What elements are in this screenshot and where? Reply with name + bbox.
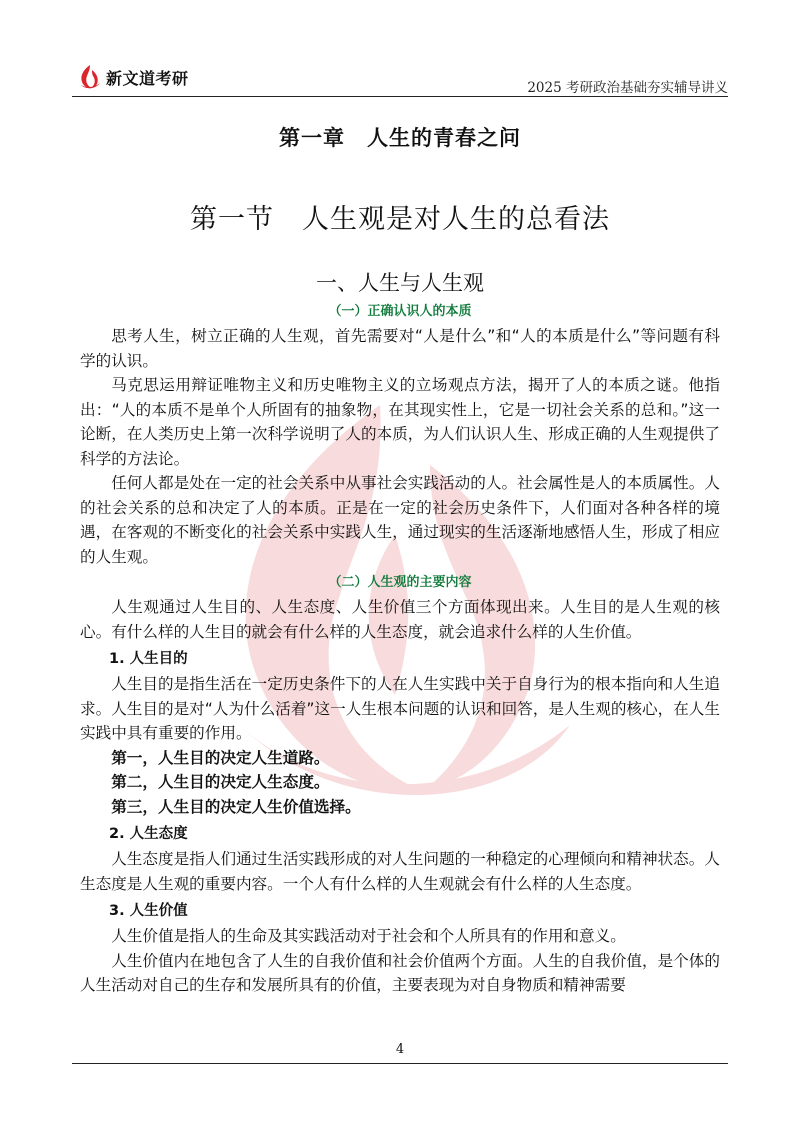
- bold-point: 第二，人生目的决定人生态度。: [111, 773, 330, 791]
- logo-text: 新文道考研: [106, 68, 189, 88]
- paragraph: 人生目的是指生活在一定历史条件下的人在人生实践中关于自身行为的根本指向和人生追求。人生目的是对“人为什么活着”这一人生根本问题的认识和回答，是人生观的核心，在人生实践中具有重要的作用。: [80, 675, 720, 742]
- section-title: 第一节 人生观是对人生的总看法: [190, 204, 610, 235]
- bold-point: 第一，人生目的决定人生道路。: [111, 748, 330, 767]
- heading-life-goal: 1. 人生目的: [109, 651, 188, 667]
- subheading-content: （二）人生观的主要内容: [328, 575, 472, 590]
- page-header: [72, 62, 728, 97]
- paragraph: 人生价值是指人的生命及其实践活动对于社会和个人所具有的作用和意义。: [111, 927, 626, 945]
- paragraph: 人生态度是指人们通过生活实践形成的对人生问题的一种稳定的心理倾向和精神状态。人生态度是人生观的重要内容。一个人有什么样的人生观就会有什么样的人生态度。: [80, 850, 720, 893]
- page-number: 4: [395, 1042, 405, 1057]
- chapter-title: 第一章 人生的青春之问: [279, 126, 521, 150]
- bold-point: 第三，人生目的决定人生价值选择。: [111, 797, 361, 816]
- paragraph: 任何人都是处在一定的社会关系中从事社会实践活动的人。社会属性是人的本质属性。人的社会关系的总和决定了人的本质。正是在一定的社会历史条件下，人们面对各种各样的境遇，在客观的不断变化的社会关系中实践人生，通过现实的生活逐渐地感悟人生，形成了相应的人生观。: [80, 474, 720, 566]
- header-title: 2025 考研政治基础夯实辅导讲义: [527, 80, 728, 96]
- part-title: 一、人生与人生观: [316, 271, 484, 295]
- heading-life-attitude: 2. 人生态度: [109, 826, 188, 842]
- paragraph: 人生价值内在地包含了人生的自我价值和社会价值两个方面。人生的自我价值，是个体的人生活动对自己的生存和发展所具有的价值，主要表现为对自身物质和精神需要: [80, 951, 720, 994]
- paragraph: 思考人生，树立正确的人生观，首先需要对“人是什么”和“人的本质是什么”等问题有科学的认识。: [80, 327, 720, 370]
- paragraph: 人生观通过人生目的、人生态度、人生价值三个方面体现出来。人生目的是人生观的核心。有什么样的人生目的就会有什么样的人生态度，就会追求什么样的人生价值。: [80, 598, 720, 641]
- footer-rule: [72, 1063, 728, 1064]
- subheading-essence: （一）正确认识人的本质: [328, 304, 472, 319]
- page-content: [80, 118, 720, 998]
- logo-flame-icon: [78, 64, 102, 90]
- heading-life-value: 3. 人生价值: [109, 903, 188, 919]
- paragraph: 马克思运用辩证唯物主义和历史唯物主义的立场观点方法，揭开了人的本质之谜。他指出：“人的本质不是单个人所固有的抽象物，在其现实性上，它是一切社会关系的总和。”这一论断，在人类历史上第一次科学说明了人的本质，为人们认识人生、形成正确的人生观提供了科学的方法论。: [80, 376, 720, 468]
- logo: [78, 64, 189, 90]
